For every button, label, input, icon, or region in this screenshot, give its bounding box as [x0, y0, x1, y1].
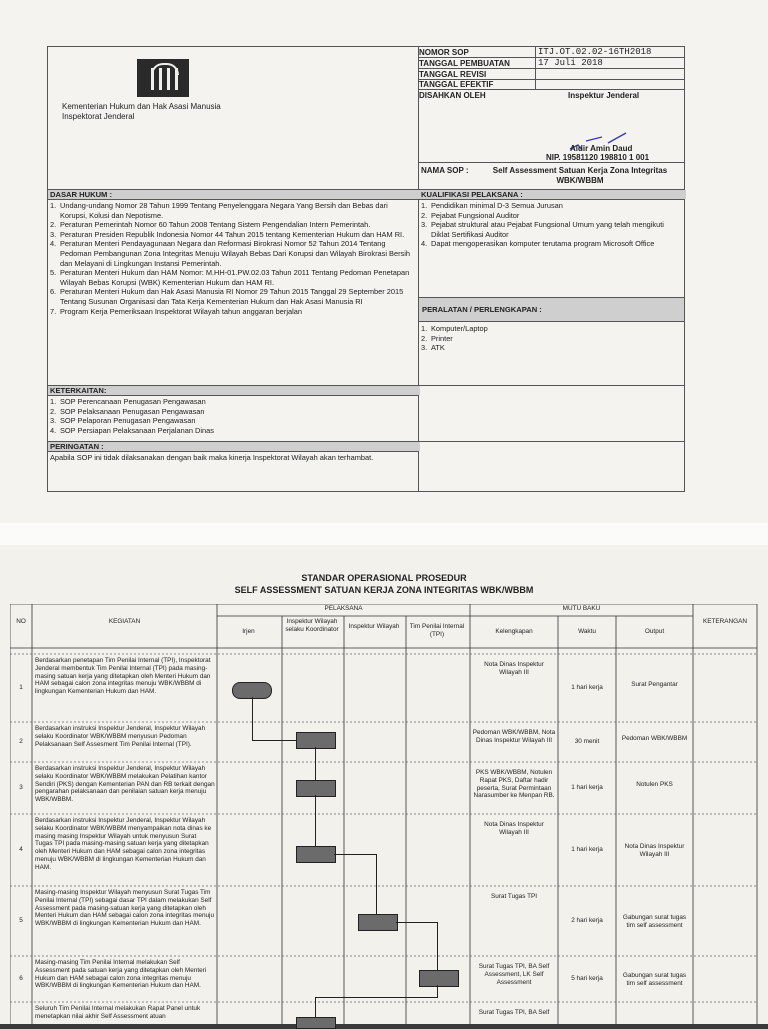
keterkaitan-header: KETERKAITAN: [48, 386, 420, 395]
peralatan-item [421, 334, 681, 344]
nama-sop-value [478, 166, 682, 186]
kualifikasi-item-text: Pejabat struktural atau Pejabat Fungsional Umum yang telah mengikuti Diklat Sertifikasi Auditor [431, 220, 664, 239]
row-waktu: 1 hari kerja [571, 784, 603, 791]
flow-process-step-7 [296, 1017, 336, 1029]
kualifikasi-item-number: 4. [421, 239, 428, 249]
sop-header-table [47, 46, 685, 492]
header-pelaksana: PELAKSANA [324, 605, 363, 612]
dasar-hukum-header: DASAR HUKUM : [48, 190, 420, 199]
keterkaitan-item-text: SOP Perencanaan Penugasan Pengawasan [60, 397, 206, 406]
kualifikasi-item [421, 201, 681, 211]
nama-sop-line-1: Self Assessment Satuan Kerja Zona Integritas [492, 166, 668, 175]
peralatan-list [421, 324, 681, 353]
peringatan-text: Apabila SOP ini tidak dilaksanakan dengan baik maka kinerja Inspektorat Wilayah akan terhambat. [50, 453, 374, 462]
row-kegiatan: Berdasarkan instruksi Inspektur Jenderal, Inspektur Wilayah selaku Koordinator WBK/WBBM melakukan Pelatihan kantor Sendiri (PKS) dengan Kementerian PAN dan RB terkait dengan pengarahan pelaksanaan dan penilaian satuan kerja menuju WBK/WBBM. [35, 765, 215, 804]
row-kelengkapan: Pedoman WBK/WBBM, Nota Dinas Inspektur Wilayah III [472, 729, 556, 744]
sop-title-1: STANDAR OPERASIONAL PROSEDUR [301, 573, 467, 583]
kualifikasi-list [421, 201, 681, 249]
header-waktu: Waktu [578, 628, 596, 635]
dasar-hukum-item-number: 3. [50, 229, 57, 239]
peralatan-item-number: 2. [421, 333, 428, 343]
row-output: Notulen PKS [636, 781, 673, 788]
row-number: 1 [19, 684, 23, 691]
kualifikasi-item-text: Dapat mengoperasikan komputer terutama program Microsoft Office [431, 239, 655, 249]
signer-nip: NIP. 19581120 198810 1 001 [546, 153, 650, 162]
kualifikasi-item-text: Pejabat Fungsional Auditor [431, 210, 520, 220]
header-kegiatan: KEGIATAN [108, 618, 141, 625]
row-output: Gabungan surat tugas tim self assessment [622, 914, 687, 929]
row-kelengkapan: Nota Dinas Inspektur Wilayah III [484, 821, 544, 836]
tanggal-efektif-label: TANGGAL EFEKTIF [419, 80, 494, 89]
kualifikasi-item [421, 211, 681, 221]
flow-connector [437, 985, 438, 997]
peralatan-item [421, 324, 681, 334]
keterkaitan-item [50, 426, 416, 436]
flow-connector [252, 740, 296, 741]
dasar-hukum-item-text: Undang-undang Nomor 28 Tahun 1999 Tentang Penyelenggara Negara Yang Bersih dan Bebas dari Korupsi, Kolusi dan Nepotisme. [60, 201, 388, 220]
page-gap [0, 523, 768, 547]
dasar-hukum-item-text: Program Kerja Pemeriksaan Inspektorat Wilayah tahun anggaran berjalan [60, 306, 302, 316]
dasar-hukum-item-number: 7. [50, 306, 57, 316]
dasar-hukum-item [50, 268, 416, 287]
row-number: 4 [19, 846, 23, 853]
nomor-sop-label: NOMOR SOP [419, 48, 469, 57]
ministry-line-1: Kementerian Hukum dan Hak Asasi Manusia [62, 102, 221, 111]
kualifikasi-item [421, 220, 681, 239]
dasar-hukum-item-number: 6. [50, 287, 57, 297]
row-kegiatan: Berdasarkan instruksi Inspektur Jenderal, Inspektur Wilayah selaku Koordinator WBK/WBBM menyusun Pedoman Pelaksanaan Self Assesment Tim Penilai Internal (TPI). [35, 725, 206, 748]
kemenkumham-logo [137, 59, 189, 97]
keterkaitan-item-text: SOP Pelaksanaan Penugasan Pengawasan [60, 406, 205, 416]
row-kelengkapan: Nota Dinas Inspektur Wilayah III [484, 661, 544, 676]
peralatan-item-text: Komputer/Laptop [431, 324, 488, 333]
peralatan-item [421, 343, 681, 353]
header-mutu-baku: MUTU BAKU [562, 605, 601, 612]
kualifikasi-item [421, 239, 681, 249]
peralatan-item-number: 3. [421, 343, 428, 353]
row-waktu: 2 hari kerja [571, 917, 603, 924]
kualifikasi-item-number: 3. [421, 220, 428, 230]
dasar-hukum-item-number: 2. [50, 220, 57, 230]
dasar-hukum-item-number: 1. [50, 201, 57, 210]
flow-connector [334, 854, 377, 855]
header-output: Output [644, 628, 665, 635]
row-waktu: 1 hari kerja [571, 846, 603, 853]
keterkaitan-item-number: 4. [50, 425, 57, 435]
row-output: Surat Pengantar [631, 681, 678, 688]
row-waktu: 1 hari kerja [571, 684, 603, 691]
row-number: 5 [19, 917, 23, 924]
row-kegiatan: Seluruh Tim Penilai Internal melakukan Rapat Panel untuk menetapkan nilai akhir Self Assessment atuan [35, 1005, 201, 1020]
ministry-line-2: Inspektorat Jenderal [62, 112, 135, 121]
header-keterangan: KETERANGAN [702, 618, 748, 625]
header-inspektur-koordinator: Inspektur Wilayah selaku Koordinator [285, 618, 339, 633]
flow-connector [396, 922, 438, 923]
dasar-hukum-item-text: Peraturan Pemerintah Nomor 60 Tahun 2008 Tentang Sistem Pengendalian Intern Pemerintah. [60, 220, 371, 230]
sop-flow-table [10, 604, 758, 1024]
peralatan-header: PERALATAN / PERLENGKAPAN : [419, 298, 684, 321]
dasar-hukum-item [50, 201, 416, 220]
keterkaitan-list [50, 397, 416, 435]
row-output: Gabungan surat tugas tim self assessment [622, 972, 687, 987]
flow-connector [437, 922, 438, 970]
keterkaitan-item-text: SOP Persiapan Pelaksanaan Perjalanan Dinas [60, 425, 214, 435]
tanggal-pembuatan-label: TANGGAL PEMBUATAN [419, 59, 510, 68]
keterkaitan-item-text: SOP Pelaporan Penugasan Pengawasan [60, 416, 196, 426]
kualifikasi-item-number: 2. [421, 210, 428, 220]
dasar-hukum-item-text: Peraturan Menteri Hukum dan HAM Nomor: M.HH-01.PW.02.03 Tahun 2011 Tentang Pedoman Penetapan Wilayah Bebas Korupsi (WBK) Kementerian Hukum dan HAM RI. [60, 268, 410, 287]
dasar-hukum-item [50, 287, 416, 306]
flow-process-step-2 [296, 732, 336, 749]
kualifikasi-item-number: 1. [421, 201, 428, 210]
row-kegiatan: Berdasarkan penetapan Tim Penilai Internal (TPI), Inspektorat Jenderal membentuk Tim Penilai Internal (TPI) pada masing-masing satuan kerja yang ditetapkan oleh Menteri Hukum dan HAM sebagai calon zona integritas menuju WBK/WBBM di lingkungan Kementerian Hukum dan HAM. [35, 657, 211, 696]
keterkaitan-item [50, 397, 416, 407]
row-number: 6 [19, 975, 23, 982]
header-kelengkapan: Kelengkapan [495, 628, 533, 635]
flow-connector [315, 997, 438, 998]
disahkan-value: Inspektur Jenderal [568, 91, 640, 100]
signer-name: Aidir Amin Daud [570, 144, 633, 153]
flow-connector [376, 854, 377, 914]
peringatan-header: PERINGATAN : [48, 442, 420, 451]
peralatan-item-number: 1. [421, 324, 428, 333]
keterkaitan-item [50, 416, 416, 426]
row-output: Pedoman WBK/WBBM [621, 735, 688, 742]
row-kegiatan: Masing-masing Tim Penilai Internal melakukan Self Assessment pada satuan kerja yang ditetapkan oleh Menteri Hukum dan HAM sebagai calon zona integritas menuju WBK/WBBM di lingkungan Kementerian Hukum dan HAM. [35, 959, 207, 990]
flow-process-step-6 [419, 970, 459, 987]
peralatan-item-text: Printer [431, 333, 453, 343]
flow-connector [315, 997, 316, 1017]
flow-process-step-3 [296, 780, 336, 797]
header-tim-penilai: Tim Penilai Internal (TPI) [409, 623, 465, 638]
keterkaitan-item-number: 1. [50, 397, 57, 406]
sop-title-2: SELF ASSESSMENT SATUAN KERJA ZONA INTEGRITAS WBK/WBBM [234, 585, 534, 595]
row-kelengkapan: PKS WBK/WBBM, Notulen Rapat PKS, Daftar hadir peserta, Surat Permintaan Narasumber ke Menpan RB. [473, 769, 555, 800]
flow-process-step-5 [358, 914, 398, 931]
kualifikasi-item-text: Pendidikan minimal D-3 Semua Jurusan [431, 201, 563, 210]
peralatan-item-text: ATK [431, 343, 445, 353]
dasar-hukum-item [50, 239, 416, 268]
keterkaitan-item-number: 2. [50, 406, 57, 416]
row-kelengkapan: Surat Tugas TPI, BA Self Assessment, LK Self Assessment [478, 963, 550, 986]
flow-connector [252, 697, 253, 741]
row-kegiatan: Berdasarkan instruksi Inspektur Jenderal, Inspektur Wilayah selaku Koordinator WBK/WBBM menyampaikan nota dinas ke masing masing Inspektur Wilayah untuk menyusun Surat Tugas TPI pada masing-masing satuan kerja yang ditetapkan oleh Menteri Hukum dan HAM sebagai calon zona integritas menuju WBK/WBBM di lingkungan Kementerian Hukum dan HAM. [35, 817, 212, 871]
row-output: Nota Dinas Inspektur Wilayah III [624, 843, 685, 858]
dasar-hukum-item [50, 220, 416, 230]
ministry-name [62, 102, 221, 122]
dasar-hukum-item-number: 5. [50, 268, 57, 278]
disahkan-label: DISAHKAN OLEH [419, 91, 486, 100]
dasar-hukum-list [50, 201, 416, 316]
row-number: 3 [19, 784, 23, 791]
flow-connector [315, 747, 316, 780]
dasar-hukum-item-number: 4. [50, 239, 57, 249]
dasar-hukum-item-text: Peraturan Menteri Hukum dan Hak Asasi Manusia RI Nomor 29 Tahun 2015 Tanggal 29 September 2015 Tentang Susunan Organisasi dan Tata Kerja Kementerian Hukum dan Hak Asasi Manusia RI [60, 287, 404, 306]
row-kelengkapan: Surat Tugas TPI [490, 893, 538, 900]
dasar-hukum-item-text: Peraturan Menteri Pendayagunaan Negara dan Reformasi Birokrasi Nomor 52 Tahun 2014 Tentang Pedoman Pembangunan Zona Integritas Menuju Wilayah Bebas Dari Korupsi dan Wilayah Birokrasi Bersih dan Melayani di Lingkungan Instansi Pemerintah. [60, 239, 411, 268]
header-no: NO [16, 618, 26, 625]
row-kelengkapan: Surat Tugas TPI, BA Self [478, 1009, 550, 1016]
row-waktu: 30 menit [574, 738, 600, 745]
row-kegiatan: Masing-masing Inspektur Wilayah menyusun Surat Tugas Tim Penilai Internal (TPI) sebagai dasar TPI dalam melakukan Self Assessment pada masing-satuan kerja yang ditetapkan oleh Menteri Hukum dan HAM sebagai calon zona integritas menuju WBK/WBBM di lingkungan Kementerian Hukum dan HAM. [35, 889, 215, 928]
dasar-hukum-item [50, 230, 416, 240]
dasar-hukum-item [50, 307, 416, 317]
header-irjen: Irjen [242, 628, 255, 635]
kualifikasi-header: KUALIFIKASI PELAKSANA : [419, 190, 686, 199]
row-waktu: 5 hari kerja [571, 975, 603, 982]
header-inspektur-wilayah: Inspektur Wilayah [348, 623, 400, 630]
row-number: 2 [19, 738, 23, 745]
tanggal-pembuatan-value: 17 Juli 2018 [538, 58, 603, 68]
tanggal-revisi-label: TANGGAL REVISI [419, 70, 487, 79]
nama-sop-label: NAMA SOP : [421, 166, 469, 175]
nama-sop-line-2: WBK/WBBM [556, 176, 604, 185]
flow-connector [315, 795, 316, 846]
dasar-hukum-item-text: Peraturan Presiden Republik Indonesia Nomor 44 Tahun 2015 tentang Kementerian Hukum dan HAM RI. [60, 229, 405, 239]
keterkaitan-item-number: 3. [50, 416, 57, 426]
flow-process-step-4 [296, 846, 336, 863]
nomor-sop-value: ITJ.OT.02.02-16TH2018 [538, 47, 652, 57]
keterkaitan-item [50, 407, 416, 417]
